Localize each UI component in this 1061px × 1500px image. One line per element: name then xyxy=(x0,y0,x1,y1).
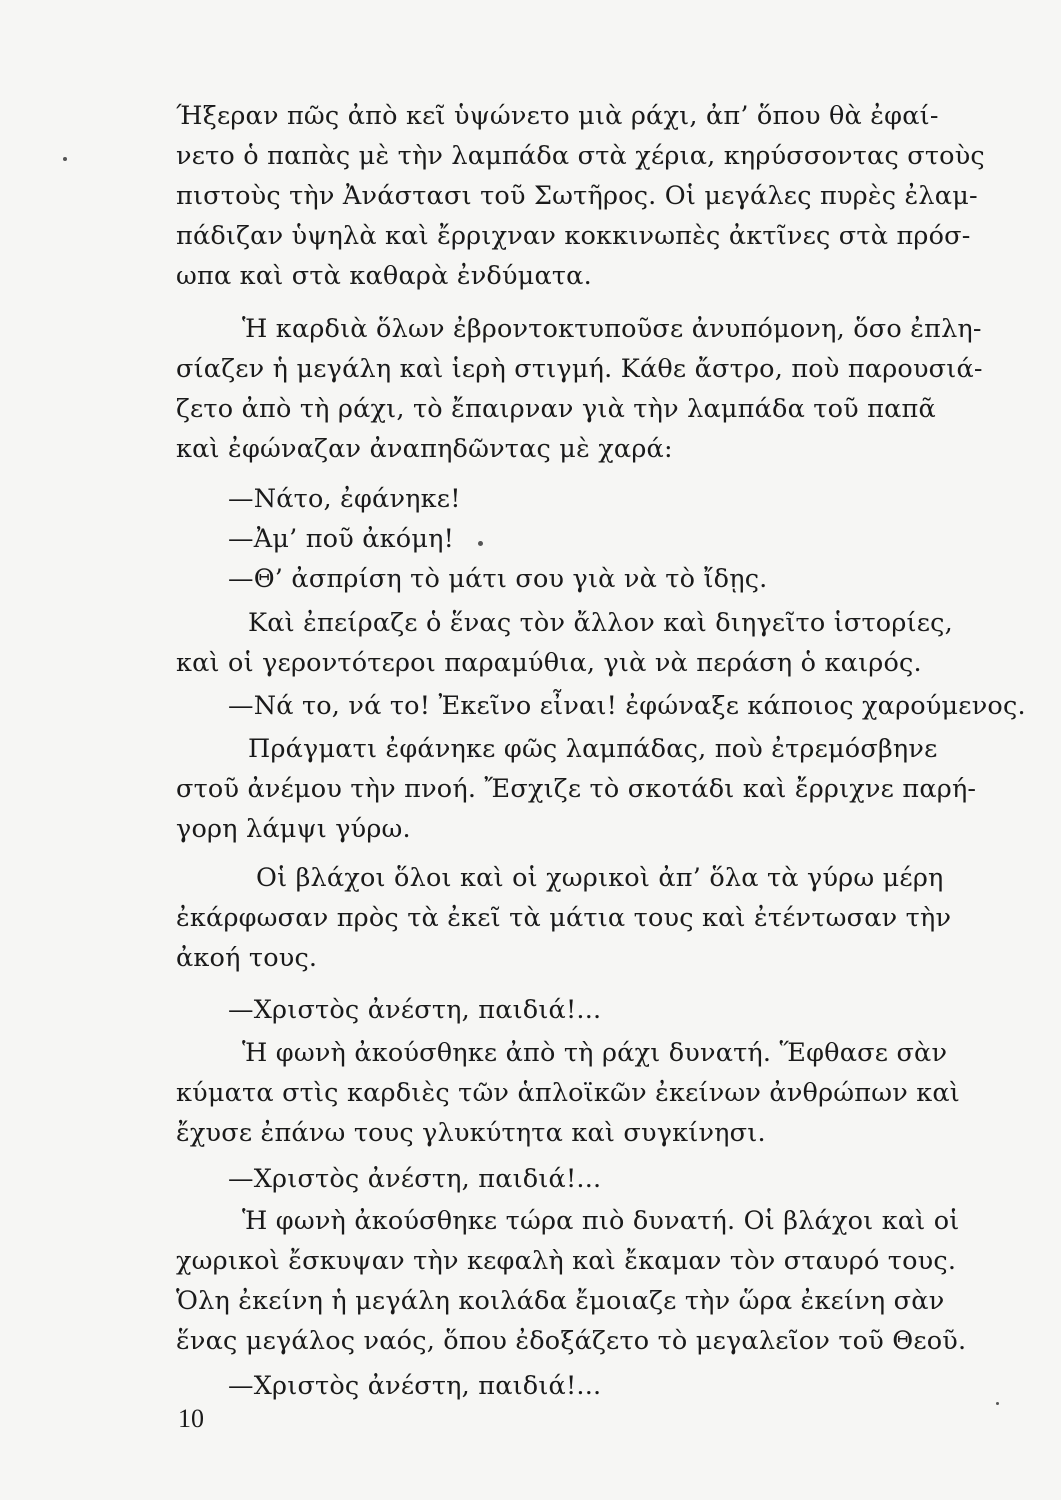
text-line: ἕνας μεγάλος ναός, ὅπου ἐδοξάζετο τὸ μεγαλεῖον τοῦ Θεοῦ. xyxy=(176,1326,967,1356)
text-line: χωρικοὶ ἔσκυψαν τὴν κεφαλὴ καὶ ἔκαμαν τὸν σταυρό τους. xyxy=(176,1246,957,1276)
text-line: καὶ οἱ γεροντότεροι παραμύθια, γιὰ νὰ περάση ὁ καιρός. xyxy=(176,648,922,678)
text-line: ζετο ἀπὸ τὴ ράχι, τὸ ἔπαιρναν γιὰ τὴν λαμπάδα τοῦ παπᾶ xyxy=(176,394,936,424)
text-line: γορη λάμψι γύρω. xyxy=(176,814,411,844)
text-line: στοῦ ἀνέμου τὴν πνοή. Ἔσχιζε τὸ σκοτάδι καὶ ἔρριχνε παρή- xyxy=(176,774,977,804)
dialogue-line: —Χριστὸς ἀνέστη, παιδιά!... xyxy=(228,1371,602,1401)
text-line: κύματα στὶς καρδιὲς τῶν ἁπλοϊκῶν ἐκείνων ἀνθρώπων καὶ xyxy=(176,1078,960,1108)
text-line: ἔχυσε ἐπάνω τους γλυκύτητα καὶ συγκίνησι. xyxy=(176,1118,766,1148)
print-speck xyxy=(996,1402,999,1405)
text-line: Οἱ βλάχοι ὅλοι καὶ οἱ χωρικοὶ ἀπ’ ὅλα τὰ γύρω μέρη xyxy=(256,863,944,893)
dialogue-line: —Θ’ ἀσπρίση τὸ μάτι σου γιὰ νὰ τὸ ἴδῃς. xyxy=(228,564,768,594)
text-line: Ἡ καρδιὰ ὅλων ἐβροντοκτυποῦσε ἀνυπόμονη, ὅσο ἐπλη- xyxy=(242,314,982,344)
text-line: Ἡ φωνὴ ἀκούσθηκε τώρα πιὸ δυνατή. Οἱ βλάχοι καὶ οἱ xyxy=(242,1206,960,1236)
text-line: σίαζεν ἡ μεγάλη καὶ ἱερὴ στιγμή. Κάθε ἄστρο, ποὺ παρουσιά- xyxy=(176,354,983,384)
text-line: Καὶ ἐπείραζε ὁ ἕνας τὸν ἄλλον καὶ διηγεῖτο ἱστορίες, xyxy=(248,608,953,638)
text-line: ωπα καὶ στὰ καθαρὰ ἐνδύματα. xyxy=(176,261,592,291)
dialogue-line: —Νάτο, ἐφάνηκε! xyxy=(228,484,461,514)
dialogue-line: —Χριστὸς ἀνέστη, παιδιά!... xyxy=(228,1164,602,1194)
text-line: Ήξεραν πῶς ἀπὸ κεῖ ὑψώνετο μιὰ ράχι, ἀπ’ ὅπου θὰ ἐφαί- xyxy=(176,101,939,131)
text-line: Πράγματι ἐφάνηκε φῶς λαμπάδας, ποὺ ἐτρεμόσβηνε xyxy=(248,734,938,764)
text-line: Ὁλη ἐκείνη ἡ μεγάλη κοιλάδα ἔμοιαζε τὴν ὥρα ἐκείνη σὰν xyxy=(176,1286,945,1316)
text-line: ἐκάρφωσαν πρὸς τὰ ἐκεῖ τὰ μάτια τους καὶ ἐτέντωσαν τὴν xyxy=(176,903,952,933)
text-line: Ἡ φωνὴ ἀκούσθηκε ἀπὸ τὴ ράχι δυνατή. Ἕφθασε σὰν xyxy=(242,1038,948,1068)
print-speck xyxy=(63,157,67,161)
text-line: πιστοὺς τὴν Ἀνάστασι τοῦ Σωτῆρος. Οἱ μεγάλες πυρὲς ἐλαμ- xyxy=(176,181,978,211)
page-number: 10 xyxy=(178,1404,204,1433)
text-line: καὶ ἐφώναζαν ἀναπηδῶντας μὲ χαρά: xyxy=(176,434,673,464)
text-line: ἀκοή τους. xyxy=(176,943,318,973)
dialogue-line: —Νά το, νά το! Ἐκεῖνο εἶναι! ἐφώναξε κάποιος χαρούμενος. xyxy=(228,691,1026,721)
print-speck xyxy=(478,541,483,546)
text-line: νετο ὁ παπὰς μὲ τὴν λαμπάδα στὰ χέρια, κηρύσσοντας στοὺς xyxy=(176,141,985,171)
dialogue-line: —Χριστὸς ἀνέστη, παιδιά!... xyxy=(228,995,602,1025)
text-line: πάδιζαν ὑψηλὰ καὶ ἔρριχναν κοκκινωπὲς ἀκτῖνες στὰ πρόσ- xyxy=(176,221,971,251)
dialogue-line: —Ἀμ’ ποῦ ἀκόμη! xyxy=(228,524,455,554)
